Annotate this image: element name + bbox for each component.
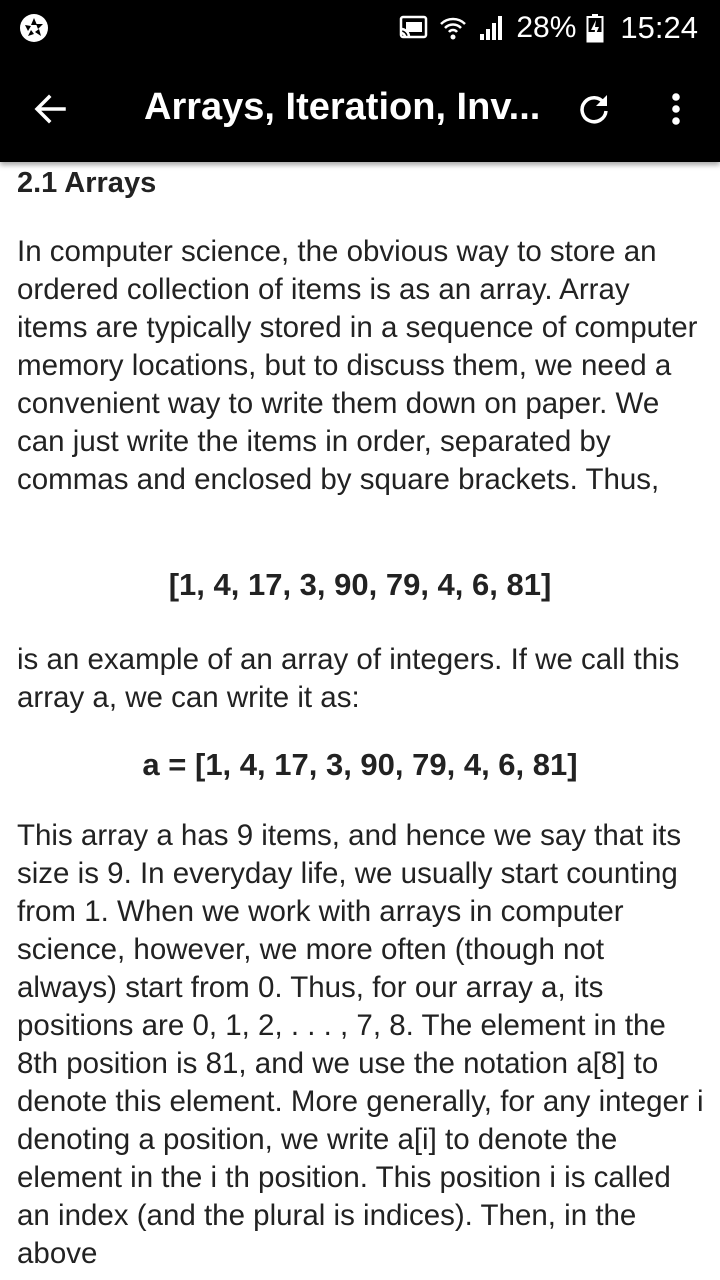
more-vert-icon	[671, 92, 681, 126]
battery-percent: 28%	[516, 11, 577, 44]
refresh-icon	[577, 92, 611, 126]
status-bar	[0, 0, 720, 56]
paragraph-indices: This array a has 9 items, and hence we say that its size is 9. In everyday life, we usually start counting from 1. When we work with arrays in computer science, however, we more often (though not always) start from 0. Thus, for our array a, its positions are 0, 1, 2, . . . , 7, 8. The element in the 8th position is 81, and we use the notation a[8] to denote this element. More generally, for any integer i denoting a position, we write a[i] to denote the element in the i th position. This position i is called an index (and the plural is indices). Then, in the above	[17, 819, 704, 1270]
paragraph-array-call: is an example of an array of integers. If we call this array a, we can write it as:	[17, 643, 680, 714]
refresh-button[interactable]	[566, 79, 622, 139]
cast-icon	[398, 15, 428, 41]
section-heading: 2.1 Arrays	[17, 167, 157, 199]
page-title: Arrays, Iteration, Inv...	[144, 86, 541, 128]
arrow-left-icon	[33, 92, 67, 126]
math-array-assignment: a = [1, 4, 17, 3, 90, 79, 4, 6, 81]	[142, 747, 578, 782]
aperture-icon	[18, 12, 50, 44]
clock: 15:24	[620, 10, 698, 45]
status-icons	[398, 8, 698, 48]
overflow-menu-button[interactable]	[652, 79, 700, 139]
app-toolbar	[0, 56, 720, 162]
back-button[interactable]	[20, 79, 80, 139]
article-content[interactable]	[0, 162, 720, 1280]
paragraph-intro: In computer science, the obvious way to store an ordered collection of items is as an array. Array items are typically stored in a sequence of computer memory locations, but to discuss them, we need a convenient way to write them down on paper. We can just write the items in order, separated by commas and enclosed by square brackets. Thus,	[17, 235, 698, 496]
battery-charging-icon	[586, 13, 604, 43]
signal-icon	[478, 14, 506, 42]
math-array-example: [1, 4, 17, 3, 90, 79, 4, 6, 81]	[168, 567, 552, 602]
wifi-icon	[438, 13, 468, 43]
